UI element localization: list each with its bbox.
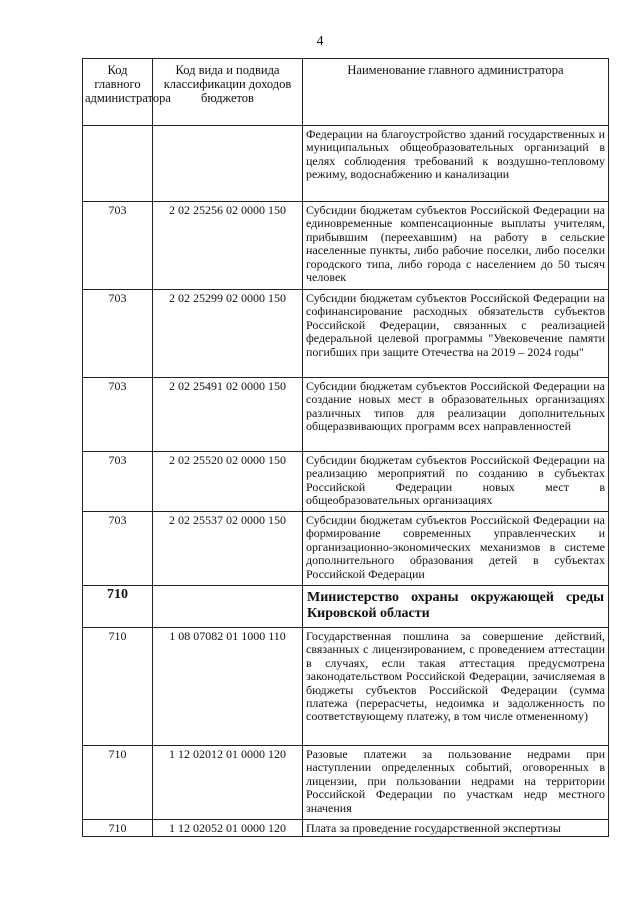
table-row (83, 378, 609, 452)
row-classification-code (153, 126, 303, 202)
row-admin-code: 703 (83, 290, 153, 378)
row-admin-name: Субсидии бюджетам субъектов Российской Федерации на формирование современных управленческих и организационно-экономических механизмов в системе дополнительного образования детей в субъектах Российской Федерации (303, 512, 609, 586)
row-admin-code: 710 (83, 820, 153, 837)
row-classification-code: 2 02 25299 02 0000 150 (153, 290, 303, 378)
row-classification-code: 2 02 25491 02 0000 150 (153, 378, 303, 452)
header-classification-code: Код вида и подвида классификации доходов бюджетов (153, 59, 303, 126)
header-admin-name: Наименование главного администратора (303, 59, 609, 126)
row-admin-code: 710 (83, 628, 153, 746)
row-admin-code: 703 (83, 512, 153, 586)
row-admin-code: 710 (83, 746, 153, 820)
page-number: 4 (316, 34, 324, 49)
table-row (83, 126, 609, 202)
row-admin-code: 703 (83, 452, 153, 512)
table-row (83, 820, 609, 837)
row-admin-name: Государственная пошлина за совершение действий, связанных с лицензированием, с проведением аттестации в случаях, если такая аттестация предусмотрена законодательством Российской Федерации, зачисляемая в бюджеты субъектов Российской Федерации (сумма платежа (перерасчеты, недоимка и задолженность по соответствующему платежу, в том числе отмененному) (303, 628, 609, 746)
table-row (83, 628, 609, 746)
row-classification-code: 1 12 02012 01 0000 120 (153, 746, 303, 820)
row-admin-name: Субсидии бюджетам субъектов Российской Федерации на софинансирование расходных обязательств субъектов Российской Федерации, связанных с реализацией федеральной целевой программы "Увековечение памяти погибших при защите Отечества на 2019 – 2024 годы" (303, 290, 609, 378)
row-admin-name: Субсидии бюджетам субъектов Российской Федерации на создание новых мест в образовательных организациях различных типов для реализации дополнительных общеразвивающих программ всех направленностей (303, 378, 609, 452)
row-classification-code: 1 12 02052 01 0000 120 (153, 820, 303, 837)
row-classification-code: 2 02 25537 02 0000 150 (153, 512, 303, 586)
table-row (83, 452, 609, 512)
row-classification-code (153, 586, 303, 628)
row-admin-name: Субсидии бюджетам субъектов Российской Федерации на единовременные компенсационные выплаты учителям, прибывшим (переехавшим) на работу в сельские населенные пункты, либо рабочие поселки, либо поселки городского типа, либо города с населением до 50 тысяч человек (303, 202, 609, 290)
table-row (83, 202, 609, 290)
table-header-row (83, 59, 609, 126)
table-row (83, 746, 609, 820)
row-admin-name: Разовые платежи за пользование недрами при наступлении определенных событий, оговоренных в лицензии, при пользовании недрами на территории Российской Федерации по участкам недр местного значения (303, 746, 609, 820)
row-admin-code: 703 (83, 378, 153, 452)
row-classification-code: 2 02 25520 02 0000 150 (153, 452, 303, 512)
row-admin-name: Федерации на благоустройство зданий государственных и муниципальных общеобразовательных организаций в целях соблюдения требований к воздушно-тепловому режиму, водоснабжению и канализации (303, 126, 609, 202)
admin-classification-table (82, 58, 609, 837)
row-admin-name: Субсидии бюджетам субъектов Российской Федерации на реализацию мероприятий по созданию в субъектах Российской Федерации новых мест в общеобразовательных организациях (303, 452, 609, 512)
row-admin-name: Плата за проведение государственной экспертизы (303, 820, 609, 837)
row-classification-code: 2 02 25256 02 0000 150 (153, 202, 303, 290)
row-classification-code: 1 08 07082 01 1000 110 (153, 628, 303, 746)
table-row-ministry-heading (83, 586, 609, 628)
row-admin-code (83, 126, 153, 202)
row-admin-code: 710 (83, 586, 153, 628)
header-admin-code: Код главного администратора (83, 59, 153, 126)
row-admin-name: Министерство охраны окружающей среды Кировской области (303, 586, 609, 628)
table-row (83, 290, 609, 378)
table-row (83, 512, 609, 586)
row-admin-code: 703 (83, 202, 153, 290)
